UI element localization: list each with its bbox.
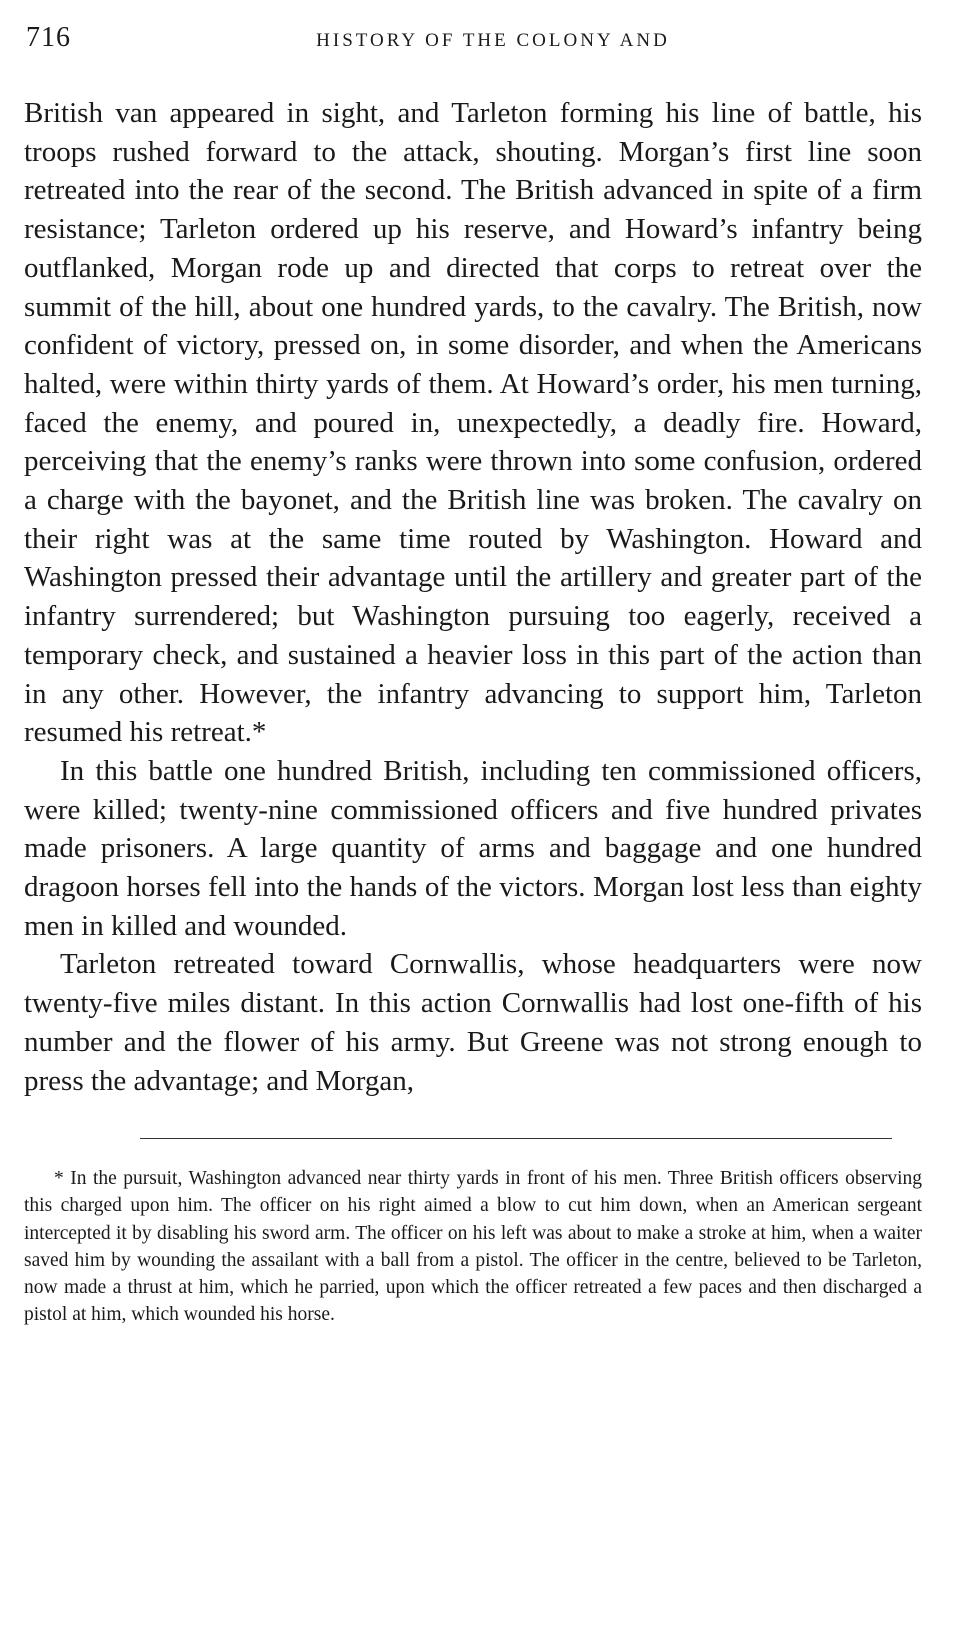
- paragraph-retreat: Tarleton retreated toward Cornwallis, whose headquarters were now twenty-five miles distant. In this action Cornwallis had lost one-fifth of his number and the flower of his army. But Greene was not strong enough to press the advantage; and Morgan,: [24, 948, 922, 1097]
- paragraph-continued: British van appeared in sight, and Tarleton forming his line of battle, his troops rushed forward to the attack, shouting. Morgan’s first line soon retreated into the rear of the second. The British advanced in spite of a firm resistance; Tarleton ordered up his reserve, and Howard’s infantry being outflanked, Morgan rode up and directed that corps to retreat over the summit of the hill, about one hundred yards, to the cavalry. The British, now confident of victory, pressed on, in some disorder, and when the Americans halted, were within thirty yards of them. At Howard’s order, his men turning, faced the enemy, and poured in, unexpectedly, a deadly fire. Howard, perceiving that the enemy’s ranks were thrown into some confusion, ordered a charge with the bayonet, and the British line was broken. The cavalry on their right was at the same time routed by Washington. Howard and Washington pressed their advantage until the artillery and greater part of the infantry surrendered; but Washington pursuing too eagerly, received a temporary check, and sustained a heavier loss in this part of the action than in any other. However, the infantry advancing to support him, Tarleton resumed his retreat.*: [24, 97, 922, 749]
- body-text: [24, 94, 922, 1100]
- footnote: * In the pursuit, Washington advanced near thirty yards in front of his men. Three British officers observing this charged upon him. The officer on his right aimed a blow to cut him down, when an American sergeant intercepted it by disabling his sword arm. The officer on his left was about to make a stroke at him, when a waiter saved him by wounding the assailant with a ball from a pistol. The officer in the centre, believed to be Tarleton, now made a thrust at him, which he parried, upon which the officer retreated a few paces and then discharged a pistol at him, which wounded his horse.: [24, 1168, 922, 1326]
- page-number: 716: [26, 22, 71, 53]
- running-head: HISTORY OF THE COLONY AND: [316, 30, 670, 51]
- paragraph-casualties: In this battle one hundred British, including ten commissioned officers, were killed; twenty-nine commissioned officers and five hundred privates made prisoners. A large quantity of arms and baggage and one hundred dragoon horses fell into the hands of the victors. Morgan lost less than eighty men in killed and wounded.: [24, 754, 922, 942]
- footnote-divider: [140, 1138, 892, 1139]
- page-header: [24, 16, 922, 74]
- book-page: [24, 16, 922, 1348]
